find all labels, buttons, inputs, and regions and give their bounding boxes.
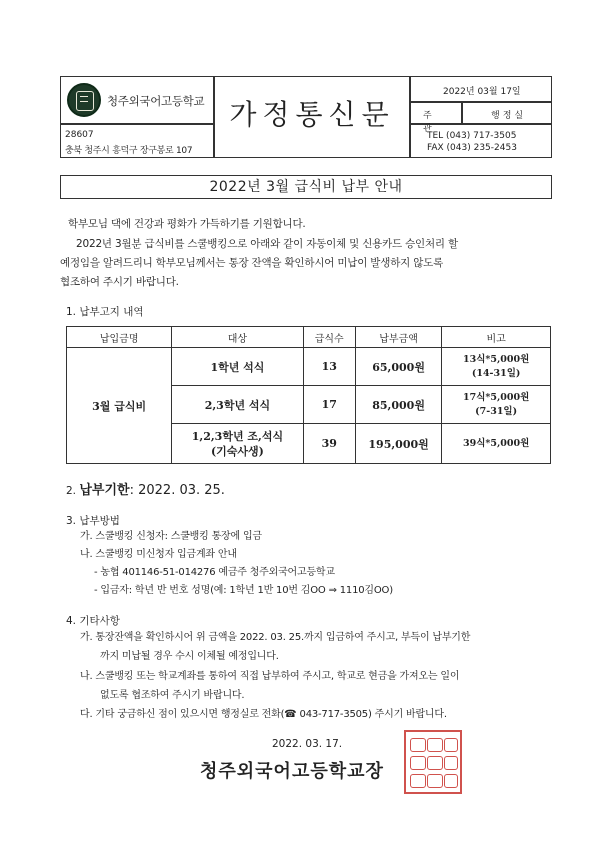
amount-cell: 85,000원 [355, 386, 441, 424]
table-row [67, 348, 551, 386]
seal-stamp-icon [404, 730, 462, 794]
note-line: (7-31일) [475, 405, 518, 417]
section3-item: - 농협 401146-51-014276 예금주 청주외국어고등학교 [94, 567, 335, 578]
note-line: (14-31일) [471, 367, 521, 379]
subject-box [60, 175, 552, 199]
col-header: 대상 [172, 327, 303, 348]
section4-item: 다. 기타 궁금하신 점이 있으시면 행정실로 전화(☎ 043-717-3505) 주시기 바랍니다. [80, 709, 447, 720]
target-cell: 2,3학년 석식 [172, 386, 303, 424]
section4-item: 나. 스쿨뱅킹 또는 학교계좌를 통하여 직접 납부하여 주시고, 학교로 현금을 가져오는 일이 [80, 671, 460, 682]
section4-item: 없도록 협조하여 주시기 바랍니다. [100, 690, 245, 701]
table-header-row [67, 327, 551, 348]
deadline-label: 납부기한 [79, 483, 130, 498]
deadline-value: : 2022. 03. 25. [129, 483, 225, 498]
deadline [66, 479, 225, 498]
target-cell [172, 424, 303, 464]
footer-date: 2022. 03. 17. [272, 738, 343, 750]
header-title-box [214, 76, 410, 158]
intro-line-4: 협조하여 주시기 바랍니다. [60, 276, 179, 288]
intro-line-1: 학부모님 댁에 건강과 평화가 가득하기를 기원합니다. [68, 218, 306, 230]
section1-heading: 1. 납부고지 내역 [66, 306, 144, 318]
amount-cell: 195,000원 [355, 424, 441, 464]
target-cell: 1학년 석식 [172, 348, 303, 386]
billing-table [66, 326, 551, 464]
section3-item: - 입금자: 학년 반 번호 성명(예: 1학년 1반 10번 김OO ⇒ 1110김OO) [94, 585, 393, 596]
fax: FAX (043) 235-2453 [427, 143, 517, 153]
tel: TEL (043) 717-3505 [427, 131, 517, 141]
section4-item: 까지 미납될 경우 수시 이체될 예정입니다. [100, 651, 279, 662]
intro-line-3: 예정임을 알려드리니 학부모님께서는 통장 잔액을 확인하시어 미납이 발생하지 않도록 [60, 257, 444, 269]
header-dept-box [462, 102, 552, 124]
page-title: 가정통신문 [229, 98, 395, 131]
section4-heading: 4. 기타사항 [66, 615, 120, 627]
school-name: 청주외국어고등학교 [107, 94, 205, 108]
intro-line-2: 2022년 3월분 급식비를 스쿨뱅킹으로 아래와 같이 자동이체 및 신용카드 승인처리 할 [76, 238, 458, 250]
col-header: 비고 [442, 327, 551, 348]
target-line: 1,2,3학년 조,석식 [191, 429, 284, 443]
header-address-box [60, 124, 214, 158]
section3-item: 나. 스쿨뱅킹 미신청자 입금계좌 안내 [80, 549, 237, 560]
target-line: (기숙사생) [210, 444, 264, 458]
note-cell: 39식*5,000원 [442, 424, 551, 464]
note-line: 13식*5,000원 [462, 353, 530, 365]
count-cell: 13 [303, 348, 355, 386]
header-date-box [410, 76, 552, 102]
postcode: 28607 [65, 130, 94, 140]
section3-heading: 3. 납부방법 [66, 515, 120, 527]
deadline-num: 2. [66, 485, 80, 497]
address: 충북 청주시 흥덕구 장구봉로 107 [65, 146, 193, 156]
section3-item: 가. 스쿨뱅킹 신청자: 스쿨뱅킹 통장에 입금 [80, 531, 262, 542]
dept-label: 주 관 [423, 111, 438, 134]
count-cell: 39 [303, 424, 355, 464]
header-dept-label-box [410, 102, 462, 134]
note-cell [442, 386, 551, 424]
school-logo-icon [67, 83, 101, 117]
dept-name: 행정실 [491, 111, 527, 121]
amount-cell: 65,000원 [355, 348, 441, 386]
header-school-box [60, 76, 214, 124]
subject-title: 2022년 3월 급식비 납부 안내 [209, 179, 403, 195]
signature: 청주외국어고등학교장 [200, 761, 384, 782]
col-header: 납입금명 [67, 327, 172, 348]
col-header: 납부금액 [355, 327, 441, 348]
document-date: 2022년 03월 17일 [443, 87, 521, 97]
header-contact-box [410, 124, 552, 158]
note-cell [442, 348, 551, 386]
note-line: 17식*5,000원 [462, 391, 530, 403]
count-cell: 17 [303, 386, 355, 424]
section4-item: 가. 통장잔액을 확인하시어 위 금액을 2022. 03. 25.까지 입금하여 주시고, 부득이 납부기한 [80, 632, 471, 643]
col-header: 급식수 [303, 327, 355, 348]
item-name-cell: 3월 급식비 [67, 348, 172, 464]
